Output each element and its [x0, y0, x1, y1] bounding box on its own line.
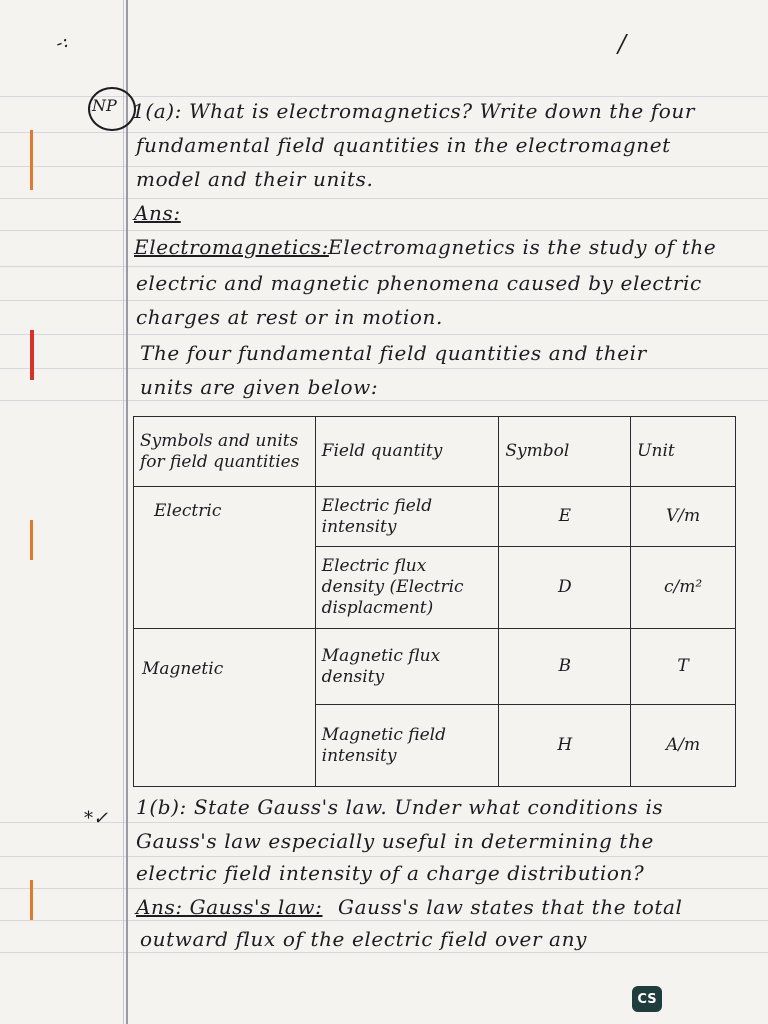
- definition-term: Electromagnetics:: [134, 235, 329, 259]
- np-mark: NP: [92, 96, 117, 115]
- quantity-cell: Magnetic field intensity: [315, 705, 499, 787]
- ruled-line: [0, 230, 768, 231]
- ruled-line: [0, 300, 768, 301]
- question-1b-line: Gauss's law especially useful in determining the: [136, 829, 654, 853]
- symbol-cell: H: [499, 705, 631, 787]
- edge-mark: [30, 130, 33, 190]
- field-quantities-table: [133, 416, 736, 787]
- quantity-cell: Electric field intensity: [315, 487, 499, 547]
- star-check-mark: *✓: [84, 808, 109, 829]
- scanner-badge: CS: [632, 986, 662, 1012]
- ruled-line: [0, 856, 768, 857]
- question-1b-line: electric field intensity of a charge distribution?: [136, 861, 645, 885]
- group-cell: Electric: [134, 487, 316, 629]
- margin-line: [126, 0, 128, 1024]
- ruled-line: [0, 166, 768, 167]
- answer-2-line: outward flux of the electric field over any: [140, 927, 587, 951]
- unit-cell: T: [631, 629, 736, 705]
- question-1a-line: fundamental field quantities in the electromagnet: [136, 133, 671, 157]
- unit-cell: A/m: [631, 705, 736, 787]
- ruled-line: [0, 368, 768, 369]
- symbol-cell: D: [499, 547, 631, 629]
- scribble-mark: -:: [52, 30, 72, 55]
- intro-line: units are given below:: [140, 375, 379, 399]
- ruled-line: [0, 198, 768, 199]
- ruled-line: [0, 888, 768, 889]
- question-1a-line: 1(a): What is electromagnetics? Write down the four: [132, 99, 696, 123]
- definition-line: Electromagnetics is the study of the: [328, 235, 717, 259]
- table-header: Unit: [631, 417, 736, 487]
- symbol-cell: B: [499, 629, 631, 705]
- ruled-line: [0, 952, 768, 953]
- quantity-cell: Electric flux density (Electric displacment): [315, 547, 499, 629]
- edge-mark: [30, 520, 33, 560]
- tick-mark: /: [618, 30, 627, 58]
- margin-line: [123, 0, 124, 1024]
- ruled-line: [0, 920, 768, 921]
- definition-line: electric and magnetic phenomena caused by electric: [136, 271, 702, 295]
- ruled-line: [0, 400, 768, 401]
- question-1b-line: 1(b): State Gauss's law. Under what conditions is: [136, 795, 664, 819]
- answer-2-line: Gauss's law states that the total: [338, 895, 683, 919]
- table-header-row: [134, 417, 736, 487]
- ruled-line: [0, 334, 768, 335]
- definition-line: charges at rest or in motion.: [136, 305, 443, 329]
- edge-mark: [30, 330, 34, 380]
- edge-mark: [30, 880, 33, 920]
- table-row: [134, 487, 736, 547]
- answer-2-label: Ans: Gauss's law:: [136, 895, 323, 919]
- unit-cell: c/m²: [631, 547, 736, 629]
- unit-cell: V/m: [631, 487, 736, 547]
- table-header: Symbol: [499, 417, 631, 487]
- group-cell: Magnetic: [134, 629, 316, 787]
- table-row: [134, 629, 736, 705]
- ruled-line: [0, 266, 768, 267]
- ruled-line: [0, 822, 768, 823]
- symbol-cell: E: [499, 487, 631, 547]
- answer-label: Ans:: [134, 201, 181, 225]
- table-header: Symbols and units for field quantities: [134, 417, 316, 487]
- quantity-cell: Magnetic flux density: [315, 629, 499, 705]
- intro-line: The four fundamental field quantities and their: [140, 341, 647, 365]
- table-header: Field quantity: [315, 417, 499, 487]
- question-1a-line: model and their units.: [136, 167, 374, 191]
